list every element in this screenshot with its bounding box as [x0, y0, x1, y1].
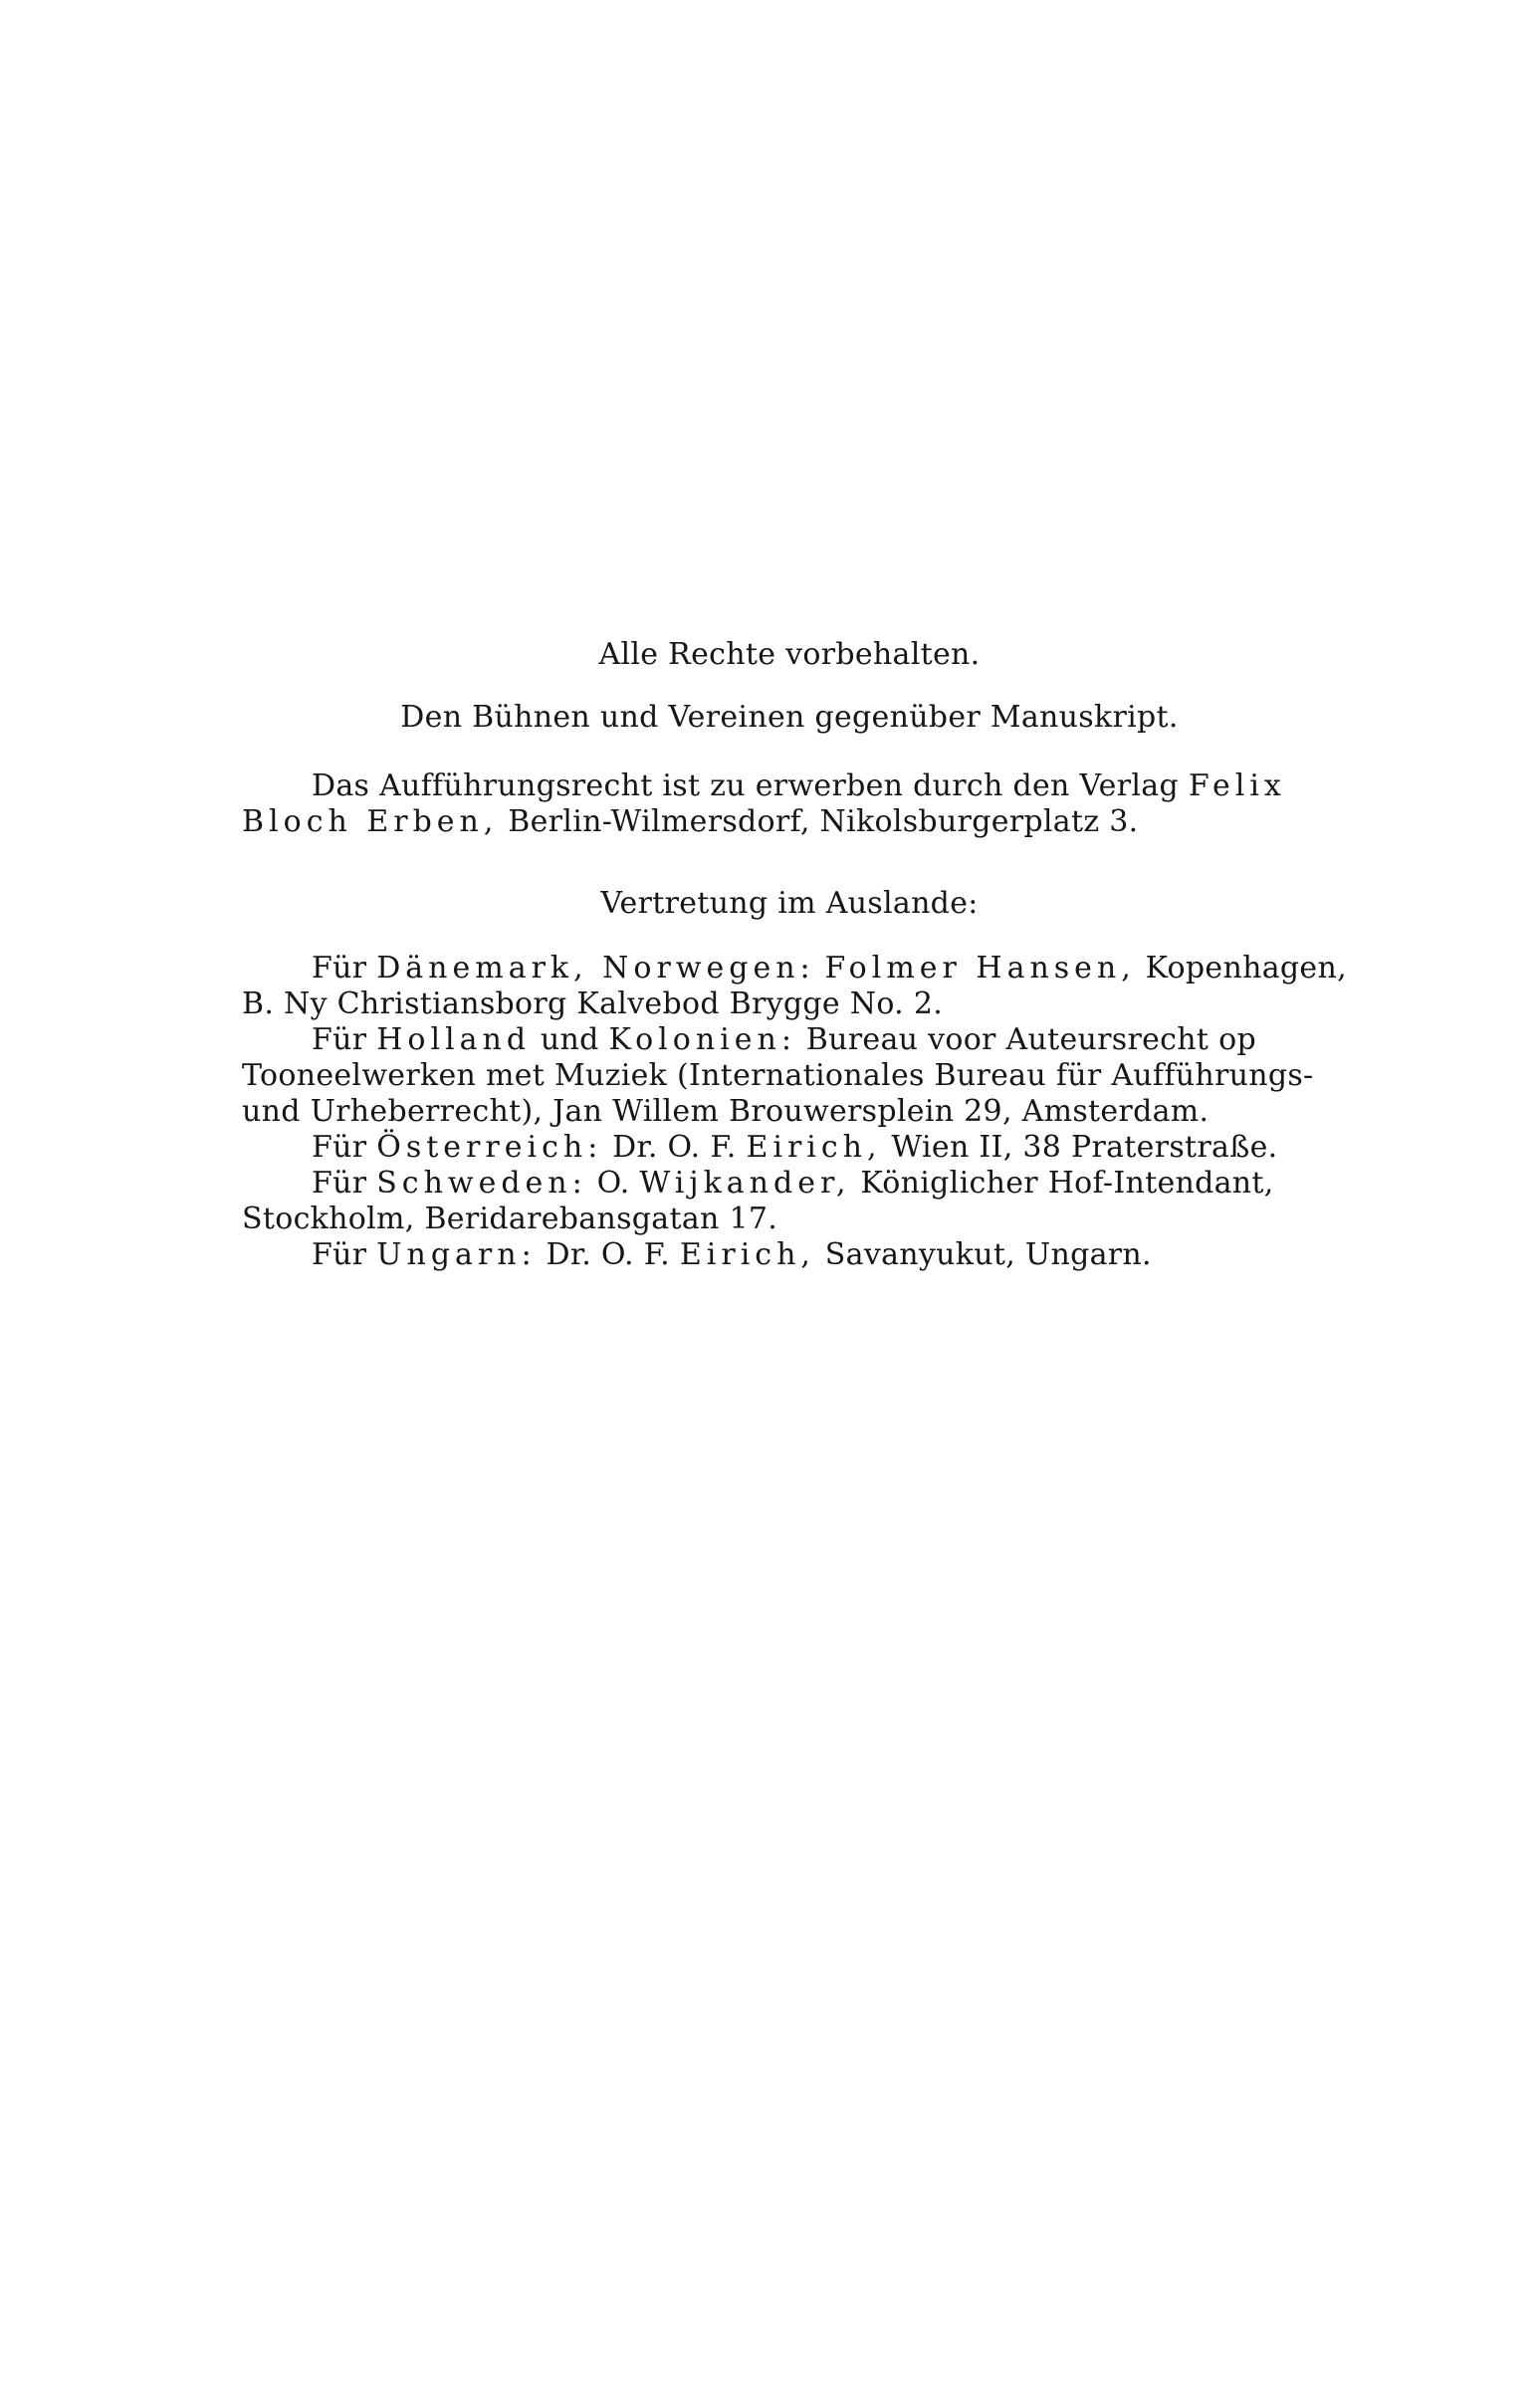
publisher-name-part-1: Felix [1188, 768, 1286, 803]
rights-reserved [242, 637, 1337, 673]
entry-country: Österreich: [376, 1130, 603, 1165]
entry-agent: Bureau voor Auteursrecht op [805, 1022, 1256, 1057]
manuscript-notice [242, 700, 1337, 736]
entry-hungary-line-1 [242, 1237, 1337, 1273]
entry-country: Dänemark, Norwegen: [376, 951, 815, 985]
list-item [242, 1237, 1337, 1273]
entry-agent: Dr. O. F. [546, 1237, 671, 1272]
publisher-name-part-2: Bloch Erben, [242, 804, 499, 839]
entry-intro: Für [312, 951, 367, 985]
publisher-address: Berlin-Wilmersdorf, Nikolsburgerplatz 3. [508, 804, 1139, 839]
entry-intro: Für [312, 1166, 367, 1201]
entry-country: Holland [376, 1022, 532, 1057]
performance-rights-line-1 [242, 768, 1337, 804]
entry-location: Wien II, 38 Praterstraße. [891, 1130, 1278, 1165]
foreign-representation-list [242, 951, 1347, 1273]
entry-denmark-line-1 [242, 951, 1347, 986]
foreign-heading-text: Vertretung im Auslande: [600, 886, 979, 921]
entry-agent: Folmer Hansen, [824, 951, 1136, 985]
entry-agent-name: Wijkander, [639, 1166, 851, 1201]
entry-holland-line-3: und Urheberrecht), Jan Willem Brouwersplein 29, Amsterdam. [242, 1094, 1210, 1129]
entry-connector: und [540, 1022, 599, 1057]
list-item [242, 1022, 1337, 1130]
entry-location: Savanyukut, Ungarn. [824, 1237, 1152, 1272]
list-item [242, 1130, 1337, 1166]
entry-intro: Für [312, 1237, 367, 1272]
entry-intro: Für [312, 1022, 367, 1057]
entry-holland-line-2: Tooneelwerken met Muziek (Internationales Bureau für Aufführungs- [242, 1058, 1314, 1093]
performance-rights-line-2 [242, 804, 1337, 840]
entry-sweden-line-1 [242, 1166, 1337, 1202]
list-item [242, 1166, 1337, 1237]
entry-agent-name: Eirich, [746, 1130, 882, 1165]
entry-holland-line-1 [242, 1022, 1337, 1058]
list-item [242, 951, 1347, 1022]
rights-text: Alle Rechte vorbehalten. [598, 637, 981, 672]
entry-denmark-line-2: B. Ny Christiansborg Kalvebod Brygge No. 2. [242, 986, 944, 1021]
entry-country-2: Kolonien: [608, 1022, 796, 1057]
entry-intro: Für [312, 1130, 367, 1165]
entry-agent-name: Eirich, [679, 1237, 815, 1272]
entry-agent: O. [596, 1166, 630, 1201]
entry-agent: Dr. O. F. [612, 1130, 737, 1165]
entry-location: Kopenhagen, [1145, 951, 1347, 985]
manuscript-text: Den Bühnen und Vereinen gegenüber Manuskript. [400, 700, 1179, 735]
entry-title: Königlicher Hof-Intendant, [860, 1166, 1274, 1201]
entry-country: Schweden: [376, 1166, 587, 1201]
performance-rights-prefix: Das Aufführungsrecht ist zu erwerben durch den Verlag [312, 768, 1179, 803]
performance-rights-paragraph [242, 768, 1337, 840]
entry-austria-line-1 [242, 1130, 1337, 1166]
entry-sweden-line-2: Stockholm, Beridarebansgatan 17. [242, 1202, 778, 1236]
entry-country: Ungarn: [376, 1237, 537, 1272]
foreign-representation-heading [242, 886, 1337, 922]
